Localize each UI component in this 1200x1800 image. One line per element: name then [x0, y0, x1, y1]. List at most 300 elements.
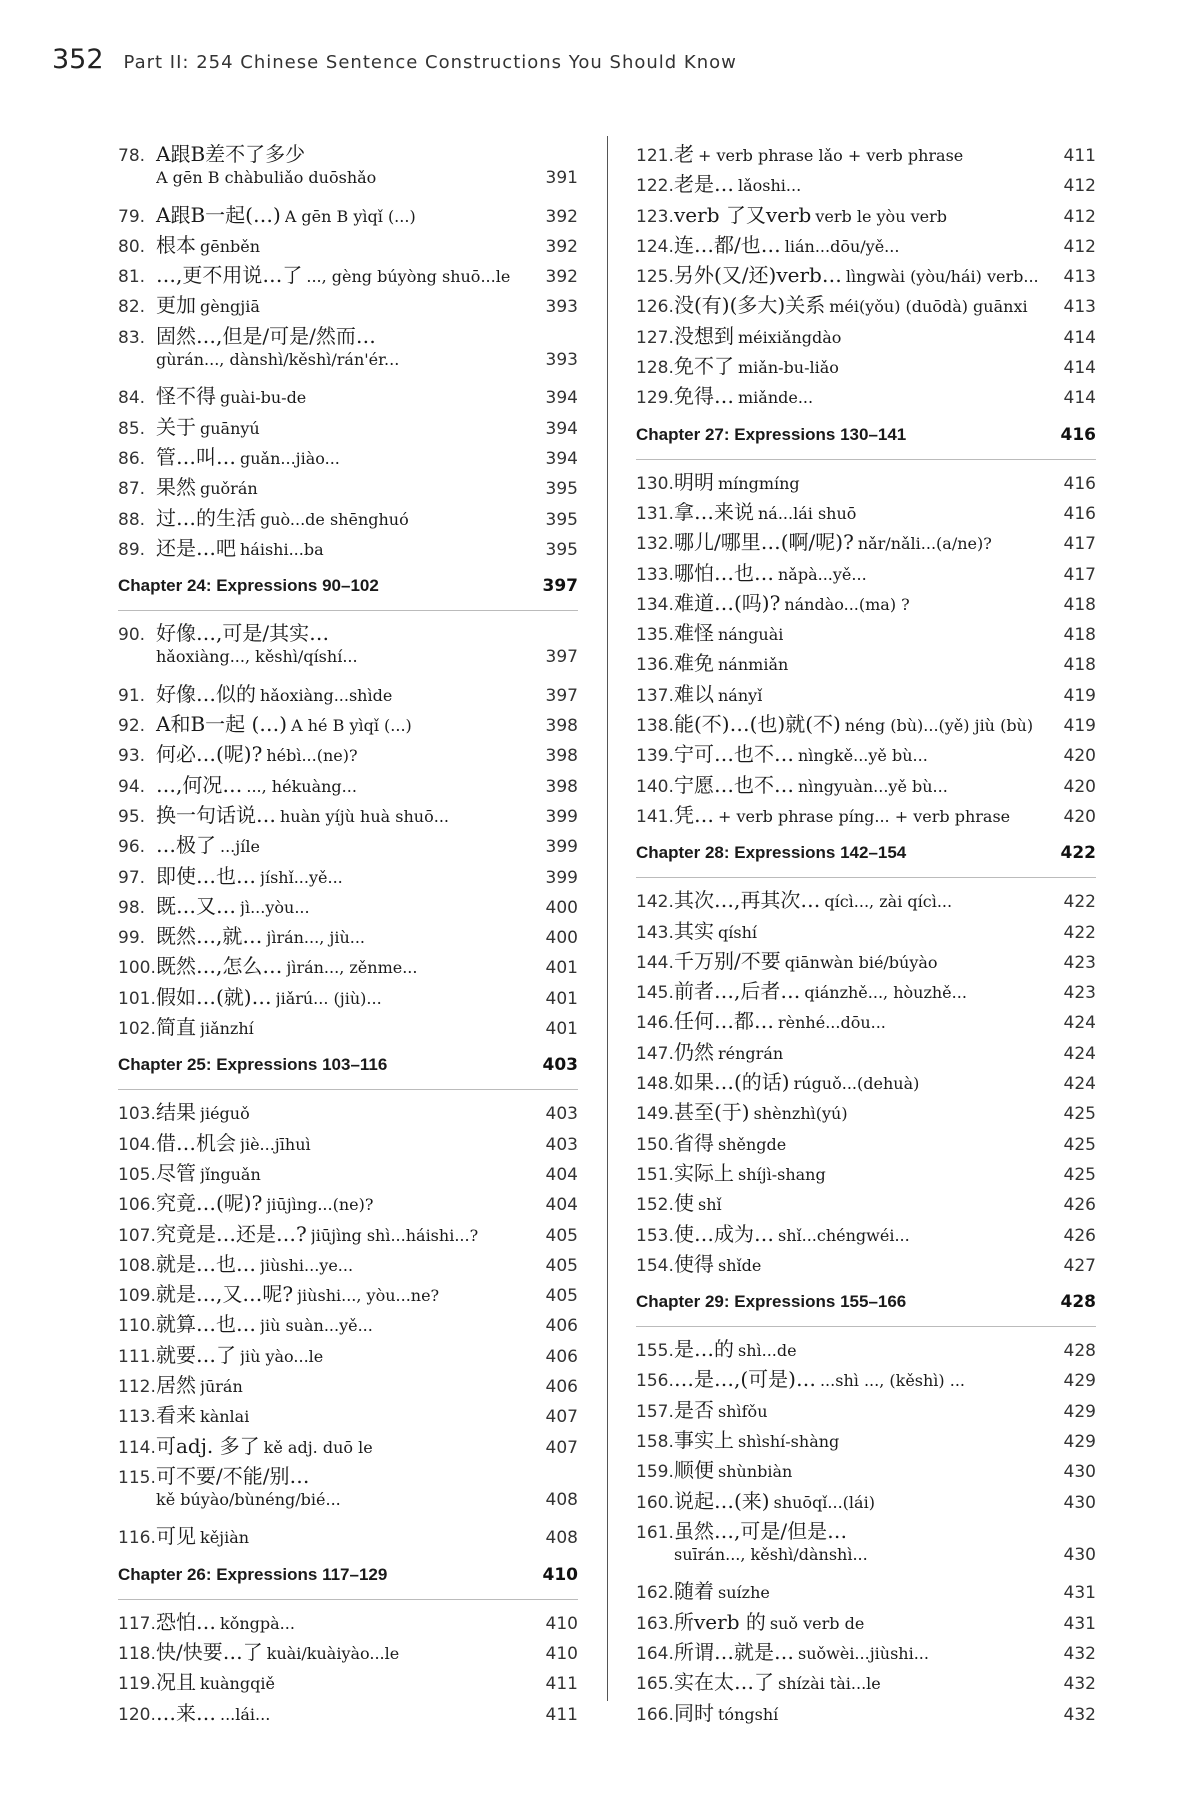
toc-entry[interactable] — [118, 1096, 578, 1126]
entry-chinese: verb 了又verb — [674, 202, 812, 227]
toc-entry[interactable] — [636, 915, 1096, 945]
entry-page-number: 412 — [1063, 236, 1096, 257]
toc-entry[interactable] — [118, 1606, 578, 1636]
entry-chinese: …极了 — [156, 833, 216, 858]
entry-chinese: 换一句话说… — [156, 802, 276, 827]
entry-number: 166. — [636, 1704, 674, 1725]
entry-page-number: 417 — [1063, 534, 1096, 555]
toc-entry[interactable] — [118, 138, 578, 199]
toc-entry[interactable] — [118, 1011, 578, 1041]
entry-number: 101. — [118, 988, 156, 1009]
toc-entry[interactable] — [636, 799, 1096, 829]
entry-number: 91. — [118, 685, 146, 706]
chapter-title: Chapter 26: Expressions 117–129 — [118, 1564, 388, 1584]
entry-pinyin: suízhe — [718, 1583, 770, 1603]
toc-entry[interactable] — [118, 829, 578, 859]
entry-number: 89. — [118, 539, 146, 560]
entry-number: 117. — [118, 1613, 156, 1634]
toc-entry[interactable] — [636, 1005, 1096, 1035]
toc-entry[interactable] — [118, 769, 578, 799]
toc-entry[interactable] — [636, 1454, 1096, 1484]
toc-entry[interactable] — [118, 1218, 578, 1248]
entry-page-number: 432 — [1063, 1644, 1096, 1665]
entry-page-number: 414 — [1063, 327, 1096, 348]
entry-number: 132. — [636, 534, 674, 555]
entry-pinyin: rènhé...dōu... — [778, 1013, 886, 1033]
toc-entry-line-2 — [118, 1490, 578, 1520]
entry-page-number: 430 — [1063, 1545, 1096, 1566]
toc-entry[interactable] — [118, 1460, 578, 1521]
entry-page-number: 397 — [545, 647, 578, 668]
entry-number: 143. — [636, 922, 674, 943]
toc-entry[interactable] — [636, 1248, 1096, 1278]
entry-chinese: 好像…似的 — [156, 681, 256, 706]
entry-page-number: 401 — [545, 1019, 578, 1040]
entry-chinese: 仍然 — [674, 1039, 714, 1064]
page-number: 352 — [52, 44, 104, 75]
entry-page-number: 401 — [545, 958, 578, 979]
entry-pinyin: jiūjìng...(ne)? — [266, 1195, 374, 1215]
entry-number: 148. — [636, 1074, 674, 1095]
entry-number: 104. — [118, 1134, 156, 1155]
chapter-title: Chapter 27: Expressions 130–141 — [636, 424, 907, 444]
toc-entry[interactable] — [636, 975, 1096, 1005]
toc-entry[interactable] — [118, 1697, 578, 1727]
entry-pinyin: gēnběn — [200, 236, 261, 256]
toc-entry[interactable] — [118, 708, 578, 738]
entry-number: 92. — [118, 716, 146, 737]
toc-entry-line-2 — [118, 647, 578, 677]
entry-number: 81. — [118, 267, 146, 288]
entry-chinese: 前者…,后者… — [674, 979, 801, 1004]
entry-pinyin: A gēn B chàbuliǎo duōshǎo — [156, 168, 377, 188]
toc-entry[interactable] — [118, 411, 578, 441]
entry-chinese: 哪怕…也… — [674, 560, 774, 585]
entry-chinese: 没想到 — [674, 323, 734, 348]
entry-number: 105. — [118, 1164, 156, 1185]
toc-entry[interactable] — [636, 1697, 1096, 1727]
entry-number: 113. — [118, 1407, 156, 1428]
toc-entry[interactable] — [118, 259, 578, 289]
entry-pinyin: jiǎnzhí — [200, 1019, 254, 1039]
entry-number: 87. — [118, 479, 146, 500]
entry-page-number: 403 — [545, 1104, 578, 1125]
entry-page-number: 428 — [1063, 1341, 1096, 1362]
entry-pinyin: + verb phrase lǎo + verb phrase — [698, 146, 964, 165]
toc-entry[interactable] — [636, 1218, 1096, 1248]
entry-number: 141. — [636, 806, 674, 827]
entry-chinese: …是…,(可是)… — [674, 1367, 816, 1392]
entry-number: 93. — [118, 746, 146, 767]
entry-pinyin: jǐnguǎn — [200, 1164, 261, 1184]
entry-chinese: 况且 — [156, 1670, 196, 1695]
entry-number: 111. — [118, 1346, 156, 1367]
entry-page-number: 411 — [545, 1704, 578, 1725]
entry-pinyin: lǎoshi... — [738, 176, 802, 196]
entry-chinese: 可不要/不能/别… — [156, 1463, 310, 1488]
entry-chinese: 就是…也… — [156, 1251, 256, 1276]
entry-number: 102. — [118, 1019, 156, 1040]
toc-entry[interactable] — [636, 259, 1096, 289]
entry-pinyin: ...jíle — [220, 837, 260, 857]
entry-chinese: 是…的 — [674, 1337, 734, 1362]
entry-chinese: 根本 — [156, 232, 196, 257]
entry-pinyin: ..., hékuàng... — [246, 776, 357, 796]
entry-chinese: 所谓…就是… — [674, 1640, 794, 1665]
entry-page-number: 429 — [1063, 1371, 1096, 1392]
toc-entry[interactable] — [636, 945, 1096, 975]
entry-chinese: 顺便 — [674, 1458, 714, 1483]
entry-number: 114. — [118, 1437, 156, 1458]
entry-number: 139. — [636, 746, 674, 767]
entry-chinese: 免得… — [674, 384, 734, 409]
entry-chinese: 哪儿/哪里…(啊/呢)? — [674, 530, 854, 555]
entry-chinese: 能(不)…(也)就(不) — [674, 712, 841, 737]
toc-entry[interactable] — [636, 884, 1096, 914]
entry-number: 103. — [118, 1104, 156, 1125]
toc-entry[interactable] — [118, 199, 578, 229]
toc-entry[interactable] — [118, 471, 578, 501]
entry-page-number: 398 — [545, 776, 578, 797]
toc-entry[interactable] — [118, 320, 578, 381]
entry-number: 157. — [636, 1401, 674, 1422]
toc-entry[interactable] — [636, 738, 1096, 768]
entry-pinyin: shǐ — [698, 1195, 722, 1215]
toc-entry[interactable] — [636, 1666, 1096, 1696]
toc-entry[interactable] — [636, 708, 1096, 738]
toc-entry[interactable] — [118, 950, 578, 980]
entry-number: 163. — [636, 1613, 674, 1634]
entry-chinese: …,更不用说…了 — [156, 263, 303, 288]
chapter-heading[interactable] — [636, 1292, 1096, 1327]
entry-page-number: 418 — [1063, 625, 1096, 646]
entry-chinese: 何必…(呢)? — [156, 742, 263, 767]
toc-entry[interactable] — [118, 738, 578, 768]
entry-pinyin: qíshí — [718, 922, 757, 942]
entry-pinyin: míngmíng — [718, 473, 800, 493]
entry-number: 150. — [636, 1134, 674, 1155]
entry-page-number: 419 — [1063, 685, 1096, 706]
toc-entry[interactable] — [118, 502, 578, 532]
entry-chinese: 果然 — [156, 475, 196, 500]
chapter-heading[interactable] — [118, 1565, 578, 1600]
toc-entry[interactable] — [118, 1430, 578, 1460]
entry-pinyin: jūrán — [200, 1376, 243, 1396]
toc-entry-line-2 — [118, 168, 578, 198]
toc-entry[interactable] — [636, 526, 1096, 556]
toc-entry[interactable] — [636, 1157, 1096, 1187]
entry-chinese: 借…机会 — [156, 1130, 236, 1155]
toc-entry[interactable] — [636, 1066, 1096, 1096]
entry-page-number: 417 — [1063, 564, 1096, 585]
toc-entry[interactable] — [636, 320, 1096, 350]
toc-entry[interactable] — [118, 981, 578, 1011]
entry-page-number: 432 — [1063, 1704, 1096, 1725]
chapter-page-number: 416 — [1060, 424, 1096, 445]
toc-entry[interactable] — [118, 1157, 578, 1187]
entry-number: 158. — [636, 1431, 674, 1452]
entry-number: 98. — [118, 897, 146, 918]
entry-pinyin: háishi...ba — [240, 539, 324, 559]
entry-chinese: 明明 — [674, 469, 714, 494]
entry-pinyin: lìngwài (yòu/hái) verb... — [845, 267, 1039, 287]
toc-entry[interactable] — [118, 1127, 578, 1157]
entry-chinese: 实在太…了 — [674, 1670, 774, 1695]
entry-number: 85. — [118, 418, 146, 439]
entry-chinese: 所verb 的 — [674, 1609, 766, 1634]
entry-page-number: 431 — [1063, 1613, 1096, 1634]
entry-number: 97. — [118, 867, 146, 888]
chapter-heading[interactable] — [636, 425, 1096, 460]
toc-entry[interactable] — [118, 920, 578, 950]
entry-pinyin: shǐde — [718, 1255, 762, 1275]
entry-chinese: 究竟…(呢)? — [156, 1191, 263, 1216]
entry-pinyin: + verb phrase píng... + verb phrase — [718, 806, 1011, 826]
entry-page-number: 419 — [1063, 716, 1096, 737]
toc-entry[interactable] — [636, 557, 1096, 587]
toc-entry[interactable] — [636, 1363, 1096, 1393]
entry-page-number: 394 — [545, 388, 578, 409]
entry-pinyin: ná...lái shuō — [758, 503, 857, 523]
toc-entry[interactable] — [636, 199, 1096, 229]
entry-pinyin: shènzhì(yú) — [753, 1104, 848, 1124]
entry-pinyin: guānyú — [200, 418, 260, 438]
toc-entry[interactable] — [636, 647, 1096, 677]
toc-entry[interactable] — [636, 1394, 1096, 1424]
entry-page-number: 394 — [545, 448, 578, 469]
entry-page-number: 395 — [545, 509, 578, 530]
toc-entry[interactable] — [636, 138, 1096, 168]
entry-pinyin: méixiǎngdào — [738, 327, 842, 347]
toc-entry[interactable] — [118, 1520, 578, 1550]
entry-pinyin: jiùshi..., yòu...ne? — [297, 1286, 440, 1306]
toc-entry[interactable] — [636, 769, 1096, 799]
entry-page-number: 413 — [1063, 297, 1096, 318]
entry-pinyin: ...lái... — [220, 1704, 271, 1724]
entry-pinyin: guài-bu-de — [220, 388, 307, 408]
entry-chinese: A跟B差不了多少 — [156, 142, 306, 166]
entry-number: 112. — [118, 1376, 156, 1397]
toc-entry[interactable] — [118, 890, 578, 920]
entry-pinyin: néng (bù)...(yě) jiù (bù) — [844, 716, 1034, 736]
entry-number: 95. — [118, 806, 146, 827]
entry-chinese: 老 — [674, 142, 694, 166]
entry-page-number: 423 — [1063, 983, 1096, 1004]
entry-chinese: 难怪 — [674, 621, 714, 646]
entry-chinese: 老是… — [674, 172, 734, 197]
entry-page-number: 429 — [1063, 1431, 1096, 1452]
entry-chinese: 其次…,再其次… — [674, 888, 821, 913]
entry-pinyin: suǒwèi...jiùshi... — [798, 1644, 929, 1664]
toc-entry[interactable] — [636, 1515, 1096, 1576]
toc-entry[interactable] — [118, 799, 578, 829]
page-header — [52, 44, 737, 84]
toc-left-column — [118, 138, 578, 1727]
chapter-heading[interactable] — [118, 576, 578, 611]
entry-pinyin: kuàngqiě — [200, 1674, 275, 1694]
chapter-page-number: 428 — [1060, 1292, 1096, 1313]
toc-entry[interactable] — [636, 1485, 1096, 1515]
chapter-page-number: 422 — [1060, 843, 1096, 864]
toc-entry[interactable] — [118, 1399, 578, 1429]
entry-pinyin: kě búyào/bùnéng/bié... — [156, 1490, 341, 1510]
toc-entry[interactable] — [636, 1424, 1096, 1454]
entry-page-number: 405 — [545, 1286, 578, 1307]
entry-pinyin: nányǐ — [718, 685, 763, 705]
entry-pinyin: nánmiǎn — [718, 655, 789, 675]
entry-page-number: 412 — [1063, 176, 1096, 197]
toc-entry[interactable] — [636, 1606, 1096, 1636]
entry-number: 131. — [636, 503, 674, 524]
entry-chinese: 管…叫… — [156, 444, 236, 469]
entry-number: 121. — [636, 146, 674, 166]
entry-page-number: 413 — [1063, 267, 1096, 288]
entry-chinese: 如果…(的话) — [674, 1070, 790, 1095]
entry-pinyin: hébì...(ne)? — [266, 746, 358, 766]
entry-page-number: 410 — [545, 1644, 578, 1665]
toc-entry[interactable] — [118, 1308, 578, 1338]
entry-page-number: 401 — [545, 988, 578, 1009]
toc-entry[interactable] — [636, 1636, 1096, 1666]
chapter-title: Chapter 29: Expressions 155–166 — [636, 1292, 907, 1312]
entry-pinyin: shìfǒu — [718, 1401, 768, 1421]
toc-entry[interactable] — [636, 229, 1096, 259]
entry-number: 82. — [118, 297, 146, 318]
toc-entry[interactable] — [118, 1278, 578, 1308]
chapter-title: Chapter 24: Expressions 90–102 — [118, 576, 379, 596]
entry-page-number: 406 — [545, 1346, 578, 1367]
toc-entry[interactable] — [118, 860, 578, 890]
entry-chinese: 结果 — [156, 1100, 196, 1125]
entry-chinese: 简直 — [156, 1015, 196, 1040]
entry-chinese: 可见 — [156, 1524, 196, 1549]
entry-number: 90. — [118, 625, 146, 646]
entry-number: 159. — [636, 1462, 674, 1483]
entry-page-number: 420 — [1063, 746, 1096, 767]
toc-entry[interactable] — [118, 1636, 578, 1666]
toc-entry[interactable] — [118, 678, 578, 708]
entry-number: 84. — [118, 388, 146, 409]
toc-entry[interactable] — [636, 289, 1096, 319]
entry-page-number: 430 — [1063, 1462, 1096, 1483]
toc-entry[interactable] — [118, 380, 578, 410]
toc-entry[interactable] — [636, 1187, 1096, 1217]
entry-number: 86. — [118, 448, 146, 469]
toc-entry[interactable] — [118, 289, 578, 319]
entry-pinyin: kě adj. duō le — [263, 1437, 373, 1457]
toc-entry[interactable] — [636, 466, 1096, 496]
entry-number: 125. — [636, 267, 674, 288]
entry-number: 99. — [118, 928, 146, 949]
toc-entry-line-1 — [118, 320, 578, 350]
entry-chinese: …,何况… — [156, 772, 243, 797]
toc-entry[interactable] — [118, 1339, 578, 1369]
entry-page-number: 397 — [545, 685, 578, 706]
toc-entry[interactable] — [636, 496, 1096, 526]
toc-entry[interactable] — [636, 1333, 1096, 1363]
entry-number: 154. — [636, 1255, 674, 1276]
chapter-page-number: 410 — [542, 1564, 578, 1585]
entry-number: 153. — [636, 1225, 674, 1246]
toc-entry[interactable] — [636, 678, 1096, 708]
entry-page-number: 420 — [1063, 776, 1096, 797]
chapter-heading[interactable] — [118, 1055, 578, 1090]
entry-chinese: 拿…来说 — [674, 499, 754, 524]
toc-entry[interactable] — [636, 168, 1096, 198]
entry-chinese: 宁愿…也不… — [674, 772, 794, 797]
entry-chinese: …来… — [156, 1700, 216, 1725]
entry-number: 160. — [636, 1492, 674, 1513]
entry-pinyin: gùrán..., dànshì/kěshì/rán'ér... — [156, 350, 400, 370]
entry-number: 142. — [636, 892, 674, 913]
chapter-heading[interactable] — [636, 843, 1096, 878]
toc-entry[interactable] — [636, 617, 1096, 647]
entry-pinyin: qiánzhě..., hòuzhě... — [804, 983, 967, 1003]
entry-pinyin: méi(yǒu) (duōdà) guānxi — [829, 297, 1028, 317]
entry-chinese: 固然…,但是/可是/然而… — [156, 323, 376, 348]
entry-chinese: 就要…了 — [156, 1342, 236, 1367]
toc-entry[interactable] — [118, 1248, 578, 1278]
toc-entry[interactable] — [118, 229, 578, 259]
entry-chinese: 实际上 — [674, 1160, 734, 1185]
entry-number: 145. — [636, 983, 674, 1004]
entry-chinese: 还是…吧 — [156, 535, 236, 560]
entry-chinese: 好像…,可是/其实… — [156, 621, 330, 646]
entry-number: 140. — [636, 776, 674, 797]
entry-pinyin: miǎnde... — [738, 388, 814, 408]
toc-entry[interactable] — [118, 441, 578, 471]
toc-entry[interactable] — [118, 1187, 578, 1217]
entry-page-number: 425 — [1063, 1164, 1096, 1185]
toc-entry[interactable] — [118, 1369, 578, 1399]
entry-page-number: 392 — [545, 267, 578, 288]
toc-entry[interactable] — [118, 532, 578, 562]
entry-chinese: 假如…(就)… — [156, 984, 272, 1009]
entry-page-number: 423 — [1063, 952, 1096, 973]
entry-number: 115. — [118, 1467, 156, 1488]
entry-chinese: 连…都/也… — [674, 232, 781, 257]
entry-pinyin: nìngkě...yě bù... — [798, 746, 928, 766]
entry-page-number: 418 — [1063, 655, 1096, 676]
entry-page-number: 424 — [1063, 1043, 1096, 1064]
entry-pinyin: shuōqǐ...(lái) — [773, 1492, 875, 1512]
entry-chinese: 究竟是…还是…? — [156, 1221, 307, 1246]
entry-number: 79. — [118, 206, 146, 227]
toc-entry[interactable] — [118, 1666, 578, 1696]
entry-page-number: 405 — [545, 1255, 578, 1276]
toc-entry[interactable] — [636, 1096, 1096, 1126]
entry-number: 96. — [118, 837, 146, 858]
entry-page-number: 393 — [545, 350, 578, 371]
entry-pinyin: guǒrán — [200, 479, 258, 499]
entry-number: 138. — [636, 716, 674, 737]
toc-entry[interactable] — [636, 587, 1096, 617]
toc-entry[interactable] — [636, 380, 1096, 410]
entry-page-number: 404 — [545, 1164, 578, 1185]
entry-chinese: 过…的生活 — [156, 505, 256, 530]
entry-page-number: 429 — [1063, 1401, 1096, 1422]
toc-entry[interactable] — [636, 350, 1096, 380]
entry-page-number: 406 — [545, 1376, 578, 1397]
entry-page-number: 408 — [545, 1528, 578, 1549]
toc-entry[interactable] — [636, 1575, 1096, 1605]
entry-pinyin: guǎn...jiào... — [240, 448, 340, 468]
entry-pinyin: shìshí-shàng — [738, 1431, 840, 1451]
toc-entry[interactable] — [636, 1036, 1096, 1066]
toc-entry[interactable] — [118, 617, 578, 678]
entry-number: 118. — [118, 1644, 156, 1665]
toc-entry[interactable] — [636, 1127, 1096, 1157]
